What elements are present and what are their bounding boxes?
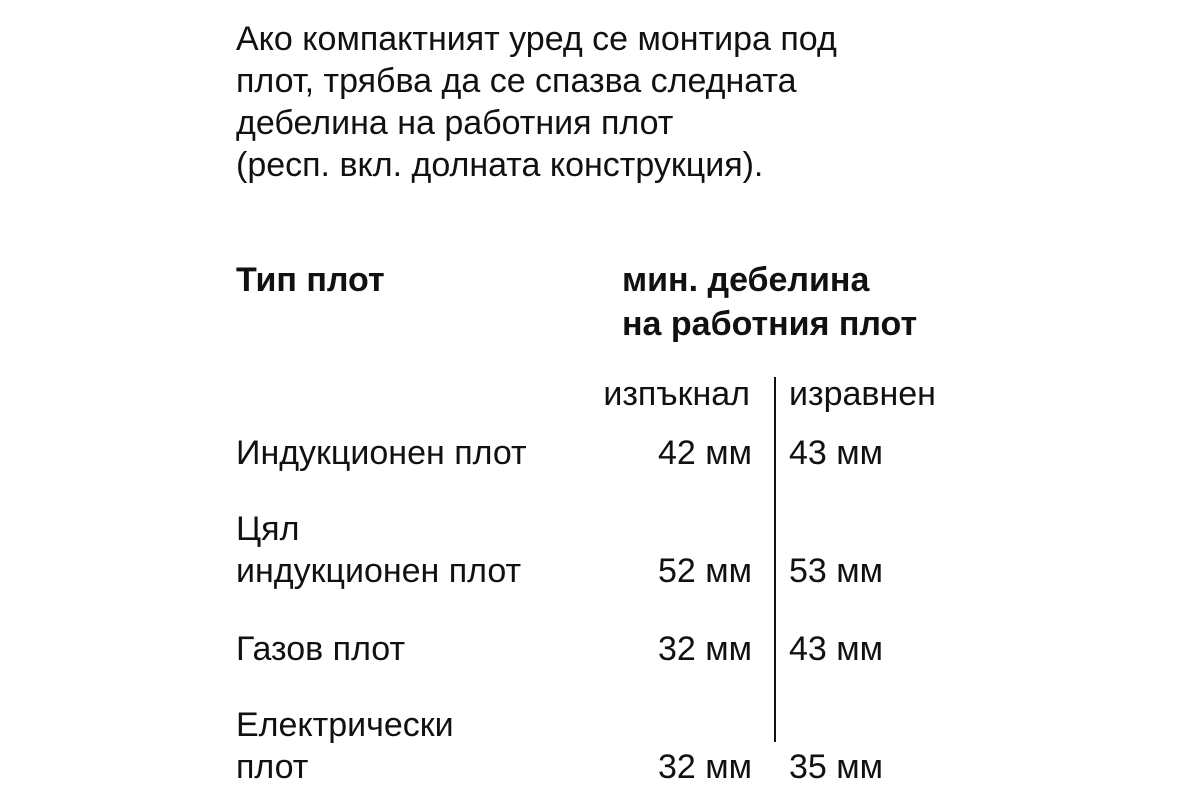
value-flush-induction: 43 мм <box>789 434 884 472</box>
header-min-thickness <box>622 258 917 346</box>
value-raised-electric: 32 мм <box>657 748 752 786</box>
value-flush-electric: 35 мм <box>789 748 884 786</box>
value-raised-full-induction: 52 мм <box>657 552 752 590</box>
value-flush-gas: 43 мм <box>789 630 884 668</box>
row-label-line: Електрически <box>236 706 454 744</box>
row-label-gas <box>236 628 405 670</box>
row-label-induction <box>236 432 527 474</box>
row-label-line: Индукционен плот <box>236 434 527 472</box>
intro-line: дебелина на работния плот <box>236 104 674 142</box>
row-label-line: плот <box>236 748 309 786</box>
intro-line: плот, трябва да се спазва следната <box>236 62 797 100</box>
header-min-thickness-line: мин. дебелина <box>622 261 870 299</box>
value-raised-induction: 42 мм <box>657 434 752 472</box>
row-label-full-induction <box>236 508 521 592</box>
column-divider <box>774 377 776 742</box>
intro-line: (респ. вкл. долната конструкция). <box>236 146 764 184</box>
intro-line: Ако компактният уред се монтира под <box>236 20 837 58</box>
subheader-flush: изравнен <box>789 375 936 413</box>
header-min-thickness-line: на работния плот <box>622 305 918 343</box>
value-flush-full-induction: 53 мм <box>789 552 884 590</box>
value-raised-gas: 32 мм <box>657 630 752 668</box>
row-label-line: Цял <box>236 510 300 548</box>
header-worktop-type: Тип плот <box>236 261 385 299</box>
row-label-line: Газов плот <box>236 630 406 668</box>
subheader-raised: изпъкнал <box>603 375 750 413</box>
row-label-line: индукционен плот <box>236 552 522 590</box>
intro-text <box>236 18 1136 186</box>
row-label-electric <box>236 704 454 788</box>
